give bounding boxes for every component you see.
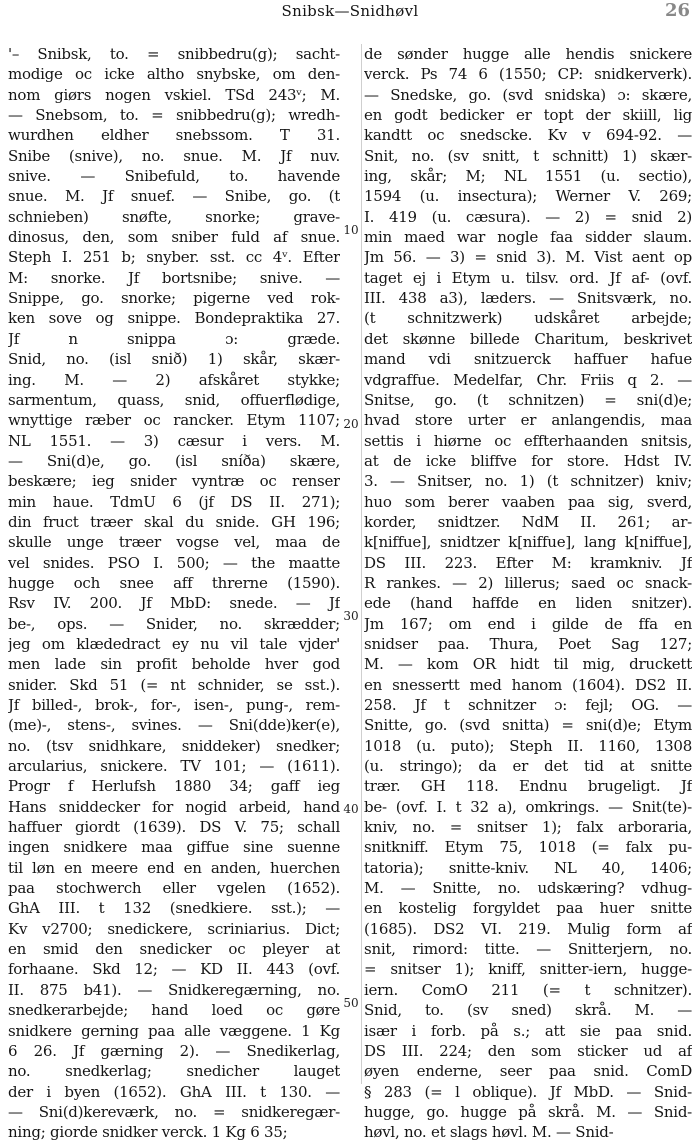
text-line: GhA III. t 132 (snedkiere. sst.); — bbox=[8, 899, 340, 918]
text-line: trær. GH 118. Endnu brugeligt. Jf bbox=[364, 777, 692, 796]
page-header bbox=[0, 0, 700, 36]
text-line: Hans sniddecker for nogid arbeid, hand bbox=[8, 797, 340, 816]
text-line: ing. M. — 2) afskåret stykke; bbox=[8, 370, 340, 389]
text-line: DS III. 224; den som sticker ud af bbox=[364, 1041, 692, 1060]
text-line: (1685). DS2 VI. 219. Mulig form af bbox=[364, 919, 692, 938]
text-line: Snit, no. (sv snitt, t schnitt) 1) skær- bbox=[364, 146, 692, 165]
text-line: iern. ComO 211 (= t schnitzer). bbox=[364, 980, 692, 999]
text-line: hugge, go. hugge på skrå. M. — Snid- bbox=[364, 1102, 692, 1121]
line-number-40: 40 bbox=[343, 802, 359, 816]
text-line: vdgraffue. Medelfar, Chr. Friis q 2. — bbox=[364, 370, 692, 389]
text-line: settis i hiørne oc effterhaanden snitsis, bbox=[364, 431, 692, 450]
text-line: (t schnitzwerk) udskåret arbejde; bbox=[364, 309, 692, 328]
text-line: ken sove og snippe. Bondepraktika 27. bbox=[8, 309, 340, 328]
text-line: snitkniff. Etym 75, 1018 (= falx pu- bbox=[364, 838, 692, 857]
text-line: Jf billed-, brok-, for-, isen-, pung-, rem- bbox=[8, 696, 340, 714]
text-line: haffuer giordt (1639). DS V. 75; schall bbox=[8, 818, 340, 837]
text-line: II. 875 b41). — Snidkeregærning, no. bbox=[8, 980, 340, 999]
text-line: huo som berer vaaben paa sig, sverd, bbox=[364, 492, 692, 511]
text-line: Snibe (snive), no. snue. M. Jf nuv. bbox=[8, 146, 340, 165]
text-line: M. — kom OR hidt til mig, druckett bbox=[364, 655, 692, 674]
text-line: korder, snidtzer. NdM II. 261; ar- bbox=[364, 512, 692, 531]
text-line: Jm 167; om end i gilde de ffa en bbox=[364, 614, 692, 633]
text-line: (u. stringo); da er det tid at snitte bbox=[364, 757, 692, 776]
text-line: wnyttige ræber oc rancker. Etym 1107; bbox=[8, 411, 340, 430]
text-line: ning; giorde snidker verck. 1 Kg 6 35; bbox=[8, 1123, 288, 1142]
text-line: Jm 56. — 3) = snid 3). M. Vist aent op bbox=[364, 248, 692, 267]
text-line: der i byen (1652). GhA III. t 130. — bbox=[8, 1082, 340, 1101]
text-line: jeg om klædedract ey nu vil tale vjder' bbox=[8, 634, 340, 653]
text-line: snit, rimord: titte. — Snitterjern, no. bbox=[364, 940, 692, 959]
text-line: Progr f Herlufsh 1880 34; gaff ieg bbox=[8, 777, 340, 796]
line-number-10: 10 bbox=[343, 223, 359, 237]
text-line: nom giørs nogen vskiel. TSd 243ᵛ; M. bbox=[8, 85, 340, 104]
running-head: Snibsk—Snidhøvl bbox=[281, 2, 419, 20]
text-line: no. (tsv snidhkare, sniddeker) snedker; bbox=[8, 736, 340, 755]
text-line: vel snides. PSO I. 500; — the maatte bbox=[8, 553, 340, 572]
text-line: NL 1551. — 3) cæsur i vers. M. bbox=[8, 431, 340, 450]
text-line: snider. Skd 51 (= nt schnider, se sst.). bbox=[8, 675, 340, 694]
text-line: min haue. TdmU 6 (jf DS II. 271); bbox=[8, 492, 340, 511]
text-line: forhaane. Skd 12; — KD II. 443 (ovf. bbox=[8, 960, 340, 979]
text-line: Snippe, go. snorke; pigerne ved rok- bbox=[8, 289, 340, 308]
text-line: at de icke bliffve for store. Hdst IV. bbox=[364, 451, 692, 470]
text-line: ingen snidkere maa giffue sine suenne bbox=[8, 838, 340, 857]
text-line: be-, ops. — Snider, no. skrædder; bbox=[8, 614, 340, 633]
text-line: (me)-, stens-, svines. — Sni(dde)ker(e), bbox=[8, 716, 340, 735]
text-line: R rankes. — 2) lillerus; saed oc snack- bbox=[364, 573, 692, 592]
text-line: en smid den snedicker oc pleyer at bbox=[8, 940, 340, 959]
column-divider bbox=[361, 44, 362, 1084]
line-number-30: 30 bbox=[343, 609, 359, 623]
text-line: dinosus, den, som sniber fuld af snue. bbox=[8, 228, 340, 247]
text-line: arcularius, snickere. TV 101; — (1611). bbox=[8, 757, 340, 776]
text-line: en godt bedicker er topt der skiill, lig bbox=[364, 106, 692, 125]
text-line: men lade sin profit beholde hver god bbox=[8, 655, 340, 674]
text-line: sarmentum, quass, snid, offuerflødige, bbox=[8, 390, 340, 409]
text-line: ing, skår; M; NL 1551 (u. sectio), bbox=[364, 167, 692, 186]
text-line: M. — Snitte, no. udskæring? vdhug- bbox=[364, 879, 692, 898]
text-line: 6 26. Jf gærning 2). — Snedikerlag, bbox=[8, 1041, 340, 1060]
text-line: kniv, no. = snitser 1); falx arboraria, bbox=[364, 818, 692, 837]
right-column bbox=[364, 44, 692, 1143]
text-line: taget ej i Etym u. tilsv. ord. Jf af- (ovf. bbox=[364, 268, 692, 287]
text-line: k[niffue], snidtzer k[niffue], lang k[niffue], bbox=[364, 533, 692, 552]
text-line: Kv v2700; snedickere, scriniarius. Dict; bbox=[8, 919, 340, 938]
text-line: DS III. 223. Efter M: kramkniv. Jf bbox=[364, 553, 692, 572]
text-line: især i forb. på s.; att sie paa snid. bbox=[364, 1021, 692, 1040]
text-line: Snitse, go. (t schnitzen) = sni(d)e; bbox=[364, 390, 692, 409]
text-line: schnieben) snøfte, snorke; grave- bbox=[8, 207, 340, 226]
text-line: III. 438 a3), læders. — Snitsværk, no. bbox=[364, 289, 692, 308]
page-number: 26 bbox=[664, 0, 690, 21]
text-line: det skønne billede Charitum, beskrivet bbox=[364, 329, 692, 348]
text-line: snedkerarbejde; hand loed oc gøre bbox=[8, 1001, 340, 1020]
text-line: = snitser 1); kniff, snitter-iern, hugge- bbox=[364, 960, 692, 979]
text-line: skulle unge træer vogse vel, maa de bbox=[8, 533, 340, 552]
text-line: 3. — Snitser, no. 1) (t schnitzer) kniv; bbox=[364, 472, 692, 491]
text-line: I. 419 (u. cæsura). — 2) = snid 2) bbox=[364, 207, 692, 226]
text-line: hugge och snee aff threrne (1590). bbox=[8, 573, 340, 592]
text-line: Snid, no. (isl snið) 1) skår, skær- bbox=[8, 350, 340, 369]
text-line: — Snedske, go. (svd snidska) ɔ: skære, bbox=[364, 85, 692, 104]
text-line: beskære; ieg snider vyntræ oc renser bbox=[8, 472, 340, 491]
text-line: hvad store urter er anlangendis, maa bbox=[364, 411, 692, 430]
left-column bbox=[8, 44, 340, 1143]
text-line: M: snorke. Jf bortsnibe; snive. — bbox=[8, 268, 340, 287]
text-line: be- (ovf. I. t 32 a), omkrings. — Snit(te)- bbox=[364, 797, 692, 816]
text-line: Jf n snippa ɔ: græde. bbox=[8, 329, 340, 348]
text-line: Steph I. 251 b; snyber. sst. cc 4ᵛ. Efter bbox=[8, 248, 340, 267]
text-line: Rsv IV. 200. Jf MbD: snede. — Jf bbox=[8, 594, 340, 613]
text-line: verck. Ps 74 6 (1550; CP: snidkerverk). bbox=[364, 65, 692, 84]
text-line: snidser paa. Thura, Poet Sag 127; bbox=[364, 634, 692, 653]
text-line: Snid, to. (sv sned) skrå. M. — bbox=[364, 1001, 692, 1020]
text-line: en kostelig forgyldet paa huer snitte bbox=[364, 899, 692, 918]
text-line: ede (hand haffde en liden snitzer). bbox=[364, 594, 692, 613]
text-line: en snessertt med hanom (1604). DS2 II. bbox=[364, 675, 692, 694]
text-line: snive. — Snibefuld, to. havende bbox=[8, 167, 340, 186]
text-line: øyen enderne, seer paa snid. ComD bbox=[364, 1062, 692, 1081]
text-line: — Snebsom, to. = snibbedru(g); wredh- bbox=[8, 106, 340, 125]
text-line: '– Snibsk, to. = snibbedru(g); sacht- bbox=[8, 45, 340, 63]
text-line: no. snedkerlag; snedicher lauget bbox=[8, 1062, 340, 1081]
text-line: kandtt oc snedscke. Kv v 694-92. — bbox=[364, 126, 692, 145]
text-line: paa stochwerch eller vgelen (1652). bbox=[8, 879, 340, 898]
text-line: snidkere gerning paa alle væggene. 1 Kg bbox=[8, 1021, 340, 1040]
text-line: de sønder hugge alle hendis snickere bbox=[364, 45, 692, 63]
text-line: Snitte, go. (svd snitta) = sni(d)e; Etym bbox=[364, 716, 692, 735]
text-line: — Sni(d)e, go. (isl sníða) skære, bbox=[8, 451, 340, 470]
text-line: 258. Jf t schnitzer ɔ: fejl; OG. — bbox=[364, 696, 692, 714]
text-line: — Sni(d)kereværk, no. = snidkeregær- bbox=[8, 1102, 340, 1121]
text-line: § 283 (= l oblique). Jf MbD. — Snid- bbox=[364, 1082, 692, 1101]
line-number-50: 50 bbox=[343, 996, 359, 1010]
text-line: snue. M. Jf snuef. — Snibe, go. (t bbox=[8, 187, 340, 206]
text-line: 1018 (u. puto); Steph II. 1160, 1308 bbox=[364, 736, 692, 755]
text-line: 1594 (u. insectura); Werner V. 269; bbox=[364, 187, 692, 206]
text-line: din fruct træer skal du snide. GH 196; bbox=[8, 512, 340, 531]
text-line: wurdhen eldher snebssom. T 31. bbox=[8, 126, 340, 145]
text-line: til løn en meere end en anden, huerchen bbox=[8, 858, 340, 877]
text-line: min maed war nogle faa sidder slaum. bbox=[364, 228, 692, 247]
line-number-20: 20 bbox=[343, 417, 359, 431]
text-line: modige oc icke altho snybske, om den- bbox=[8, 65, 340, 84]
text-line: mand vdi snitzuerck haffuer hafue bbox=[364, 350, 692, 369]
text-line: høvl, no. et slags høvl. M. — Snid- bbox=[364, 1123, 614, 1142]
text-line: tatoria); snitte-kniv. NL 40, 1406; bbox=[364, 858, 692, 877]
